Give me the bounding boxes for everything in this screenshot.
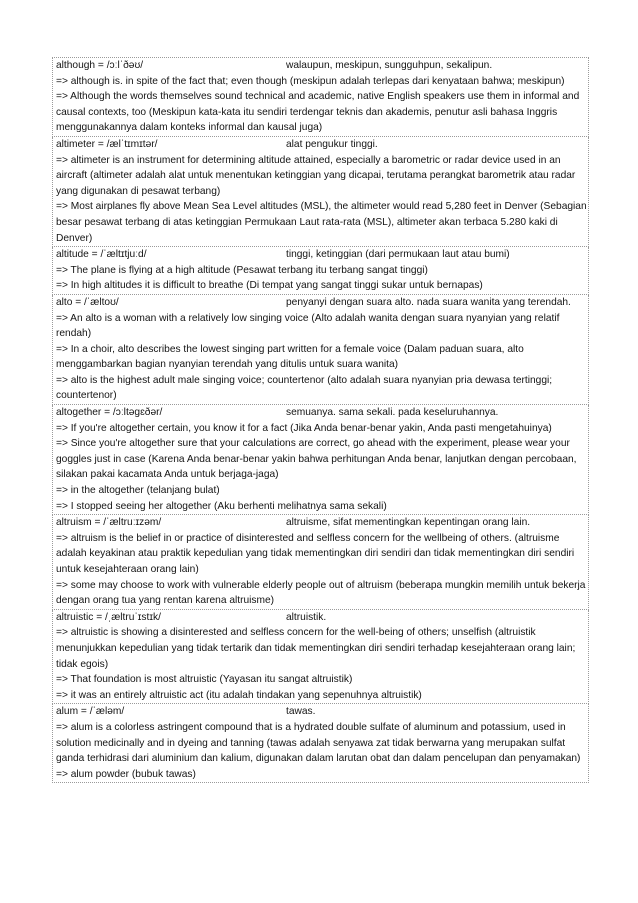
entry-line: => alum is a colorless astringent compound that is a hydrated double sulfate of aluminum and potassium, used in solution medicinally and in dyeing and tanning (tawas adalah senyawa zat tidak berwarna yang merupakan sulfat ganda terhidrasi dari aluminium dan kalium, digunakan dalam larutan obat dan dalam pencelupan dan penyamakan) [56, 721, 581, 765]
entry-heading [56, 295, 588, 311]
entry-line: => alto is the highest adult male singing voice; countertenor (alto adalah suara nyanyian pria dewasa tertinggi; countertenor) [56, 374, 553, 402]
entry-line: => altimeter is an instrument for determining altitude attained, especially a barometric or radar device used in an aircraft (altimeter adalah alat untuk menentukan ketinggian yang dicapai, terutama perangkat barometrik atau radar yang digunakan di pesawat terbang) [56, 154, 576, 197]
entry-headword: altruistic = /ˌæltruˈɪstɪk/ [56, 611, 161, 623]
entry-line: => An alto is a woman with a relatively low singing voice (Alto adalah wanita dengan suara nyanyian yang relatif rendah) [56, 312, 560, 340]
entry-headword: altitude = /ˈæltɪtjuːd/ [56, 249, 147, 261]
entry-line: => In a choir, alto describes the lowest singing part written for a female voice (Dalam paduan suara, alto menggambarkan bagian nyanyian terendah yang ditulis untuk suara wanita) [56, 343, 524, 371]
entry-line: => That foundation is most altruistic (Yayasan itu sangat altruistik) [56, 674, 353, 686]
entry-headword: although = /ɔːlˈðəʊ/ [56, 60, 144, 71]
entry-line: => altruistic is showing a disinterested and selfless concern for the well-being of others; unselfish (altruistik menunjukkan kepedulian yang tidak tertarik dan tidak mementingkan diri sendiri terhadap kesejahteraan orang lain; tidak egois) [56, 627, 576, 670]
dictionary-page [52, 57, 589, 783]
entry-line: => some may choose to work with vulnerable elderly people out of altruism (beberapa mungkin memilih untuk bekerja dengan orang tua yang rentan karena altruisme) [56, 579, 586, 607]
entry-line: => altruism is the belief in or practice of disinterested and selfless concern for the wellbeing of others. (altruisme adalah keyakinan atau praktik kepedulian yang tidak mementingkan diri sendiri dan tidak mementingkan diri sendiri untuk kesejahteraan orang lain) [56, 532, 575, 575]
entry-headword: altruism = /ˈæltruːɪzəm/ [56, 517, 162, 529]
entry-meaning: walaupun, meskipun, sungguhpun, sekalipun. [286, 60, 493, 71]
entry-line: => The plane is flying at a high altitude (Pesawat terbang itu terbang sangat tinggi) [56, 264, 428, 276]
entry-line: => I stopped seeing her altogether (Aku berhenti melihatnya sama sekali) [56, 500, 387, 512]
entry-line: => Although the words themselves sound technical and academic, native English speakers use them in informal and causal contexts, too (Meskipun kata-kata itu sendiri terdengar teknis dan akademis, penutur asli bahasa Inggris menggunakannya dalam konteks informal dan kausal juga) [56, 91, 580, 134]
dictionary-entry [52, 704, 589, 783]
entry-line: => In high altitudes it is difficult to breathe (Di tempat yang sangat tinggi sukar untuk bernapas) [56, 280, 483, 292]
entry-headword: alto = /ˈæltoʊ/ [56, 296, 119, 308]
entry-line: => in the altogether (telanjang bulat) [56, 485, 220, 497]
dictionary-entry [52, 295, 589, 405]
entry-meaning: tawas. [286, 706, 316, 718]
entry-meaning: semuanya. sama sekali. pada keseluruhannya. [286, 407, 499, 419]
dictionary-entry [52, 515, 589, 610]
entry-line: => it was an entirely altruistic act (itu adalah tindakan yang sepenuhnya altruistik) [56, 689, 422, 701]
entry-headword: alum = /ˈæləm/ [56, 706, 125, 718]
entry-meaning: alat pengukur tinggi. [286, 138, 378, 150]
entry-line: => alum powder (bubuk tawas) [56, 768, 196, 780]
dictionary-entry [52, 405, 589, 515]
dictionary-entry [52, 610, 589, 705]
entry-meaning: altruistik. [286, 611, 327, 623]
entry-meaning: tinggi, ketinggian (dari permukaan laut atau bumi) [286, 249, 510, 261]
entry-line: => although is. in spite of the fact that; even though (meskipun adalah terlepas dari kenyataan bahwa; meskipun) [56, 75, 565, 87]
entry-meaning: altruisme, sifat mementingkan kepentingan orang lain. [286, 517, 531, 529]
dictionary-entry [52, 247, 589, 295]
dictionary-entry [52, 137, 589, 247]
entry-headword: altogether = /ɔːltəɡɛðər/ [56, 407, 163, 419]
entry-line: => If you're altogether certain, you know it for a fact (Jika Anda benar-benar yakin, Anda pasti mengetahuinya) [56, 422, 552, 434]
entry-meaning: penyanyi dengan suara alto. nada suara wanita yang terendah. [286, 296, 571, 308]
dictionary-entry [52, 57, 589, 137]
entry-line: => Since you're altogether sure that your calculations are correct, go ahead with the experiment, please wear your goggles just in case (Karena Anda benar-benar yakin bahwa perhitungan Anda benar, lanjutkan dengan percobaan, silakan pakai kacamata Anda untuk berjaga-jaga) [56, 438, 577, 481]
entry-headword: altimeter = /ælˈtɪmɪtər/ [56, 138, 158, 150]
entry-line: => Most airplanes fly above Mean Sea Level altitudes (MSL), the altimeter would read 5,280 feet in Denver (Sebagian besar pesawat terbang di atas ketinggian Permukaan Laut rata-rata (MSL), altimeter akan terbaca 5.280 kaki di Denver) [56, 201, 587, 244]
